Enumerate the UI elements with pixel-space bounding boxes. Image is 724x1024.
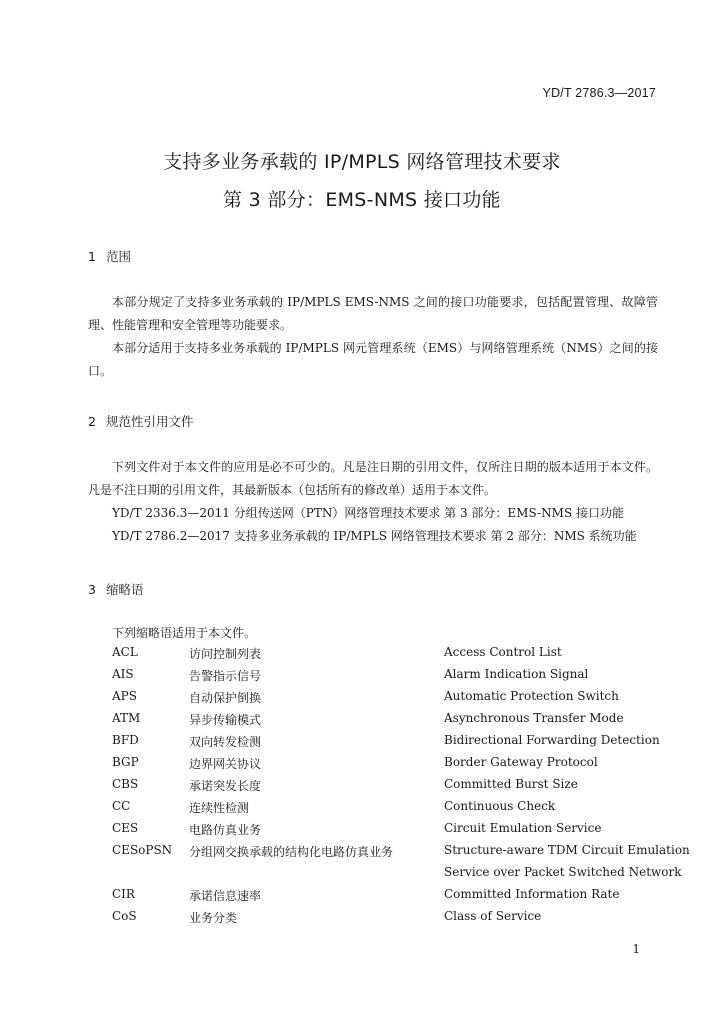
abbreviations-intro: 下列缩略语适用于本文件。: [112, 626, 257, 640]
scope-paragraph-1: 本部分规定了支持多业务承载的 IP/MPLS EMS-NMS 之间的接口功能要求，包括配置管理、故障管理、性能管理和安全管理等功能要求。: [88, 295, 658, 332]
document-title-line2: 第 3 部分：EMS-NMS 接口功能: [223, 189, 501, 211]
abbreviation-chinese: 边界网关协议: [189, 757, 262, 771]
abbreviation-row: [112, 689, 672, 711]
abbreviation-english: Border Gateway Protocol: [444, 755, 598, 769]
section-heading-scope: [88, 247, 131, 265]
abbreviation-chinese: 双向转发检测: [189, 735, 262, 749]
abbreviation-row: [112, 843, 690, 865]
abbreviation-chinese: 分组网交换承载的结构化电路仿真业务: [189, 845, 394, 859]
abbreviation-chinese: 自动保护倒换: [189, 691, 262, 705]
abbreviation-row: [112, 667, 672, 689]
abbreviation-english: Class of Service: [444, 909, 542, 923]
abbreviation: BGP: [112, 755, 139, 769]
abbreviation: CIR: [112, 887, 135, 901]
abbreviation-english: Access Control List: [444, 645, 562, 659]
standard-number: YD/T 2786.3—2017: [542, 86, 656, 100]
abbreviation-row: [112, 887, 672, 909]
abbreviation-row-continuation: [112, 865, 682, 887]
abbreviation-chinese: 承诺信息速率: [189, 889, 262, 903]
abbreviation: CES: [112, 821, 139, 835]
reference-item: YD/T 2336.3—2011 分组传送网（PTN）网络管理技术要求 第 3 部分：EMS-NMS 接口功能: [112, 506, 624, 520]
abbreviation-english: Committed Information Rate: [444, 887, 620, 901]
abbreviation: CC: [112, 799, 131, 813]
abbreviation-chinese: 电路仿真业务: [189, 823, 262, 837]
abbreviation-chinese: 承诺突发长度: [189, 779, 262, 793]
abbreviation: AIS: [112, 667, 134, 681]
abbreviation-english: Circuit Emulation Service: [444, 821, 602, 835]
abbreviation-chinese: 业务分类: [189, 911, 238, 925]
abbreviation-english: Automatic Protection Switch: [444, 689, 619, 703]
abbreviation: BFD: [112, 733, 139, 747]
abbreviation-row: [112, 799, 672, 821]
page-number: 1: [632, 942, 640, 956]
abbreviation: CoS: [112, 909, 137, 923]
abbreviation-chinese: 异步传输模式: [189, 713, 262, 727]
section-number: 3: [88, 582, 96, 597]
abbreviation-row: [112, 645, 672, 667]
abbreviation-english: Alarm Indication Signal: [444, 667, 589, 681]
references-intro-paragraph: 下列文件对于本文件的应用是必不可少的。凡是注日期的引用文件，仅所注日期的版本适用于本文件。凡是不注日期的引用文件，其最新版本（包括所有的修改单）适用于本文件。: [88, 460, 658, 497]
abbreviation-row: [112, 733, 672, 755]
abbreviation: ACL: [112, 645, 138, 659]
section-heading-abbreviations: [88, 580, 144, 598]
abbreviation-english: Asynchronous Transfer Mode: [444, 711, 624, 725]
abbreviation: CBS: [112, 777, 139, 791]
abbreviation-row: [112, 909, 672, 931]
abbreviation-row: [112, 711, 672, 733]
abbreviation-row: [112, 755, 672, 777]
section-title: 范围: [106, 249, 132, 264]
abbreviation: ATM: [112, 711, 141, 725]
section-number: 1: [88, 249, 96, 264]
reference-item: YD/T 2786.2—2017 支持多业务承载的 IP/MPLS 网络管理技术要求 第 2 部分：NMS 系统功能: [112, 529, 637, 543]
abbreviation-chinese: 访问控制列表: [189, 647, 262, 661]
abbreviation-english: Committed Burst Size: [444, 777, 578, 791]
abbreviation-english: Continuous Check: [444, 799, 556, 813]
abbreviation-english: Bidirectional Forwarding Detection: [444, 733, 660, 747]
abbreviation-chinese: 连续性检测: [189, 801, 250, 815]
section-heading-normative-references: [88, 412, 194, 430]
abbreviation-row: [112, 777, 672, 799]
abbreviation-row: [112, 821, 672, 843]
section-title: 规范性引用文件: [106, 414, 194, 429]
document-title-line1: 支持多业务承载的 IP/MPLS 网络管理技术要求: [163, 151, 561, 173]
abbreviation: APS: [112, 689, 137, 703]
section-title: 缩略语: [106, 582, 144, 597]
section-number: 2: [88, 414, 96, 429]
abbreviation-english: Service over Packet Switched Network: [444, 865, 682, 879]
abbreviation-chinese: 告警指示信号: [189, 669, 262, 683]
abbreviation: CESoPSN: [112, 843, 173, 857]
abbreviation-english: Structure-aware TDM Circuit Emulation: [444, 843, 690, 857]
scope-paragraph-2: 本部分适用于支持多业务承载的 IP/MPLS 网元管理系统（EMS）与网络管理系统（NMS）之间的接口。: [88, 341, 658, 378]
